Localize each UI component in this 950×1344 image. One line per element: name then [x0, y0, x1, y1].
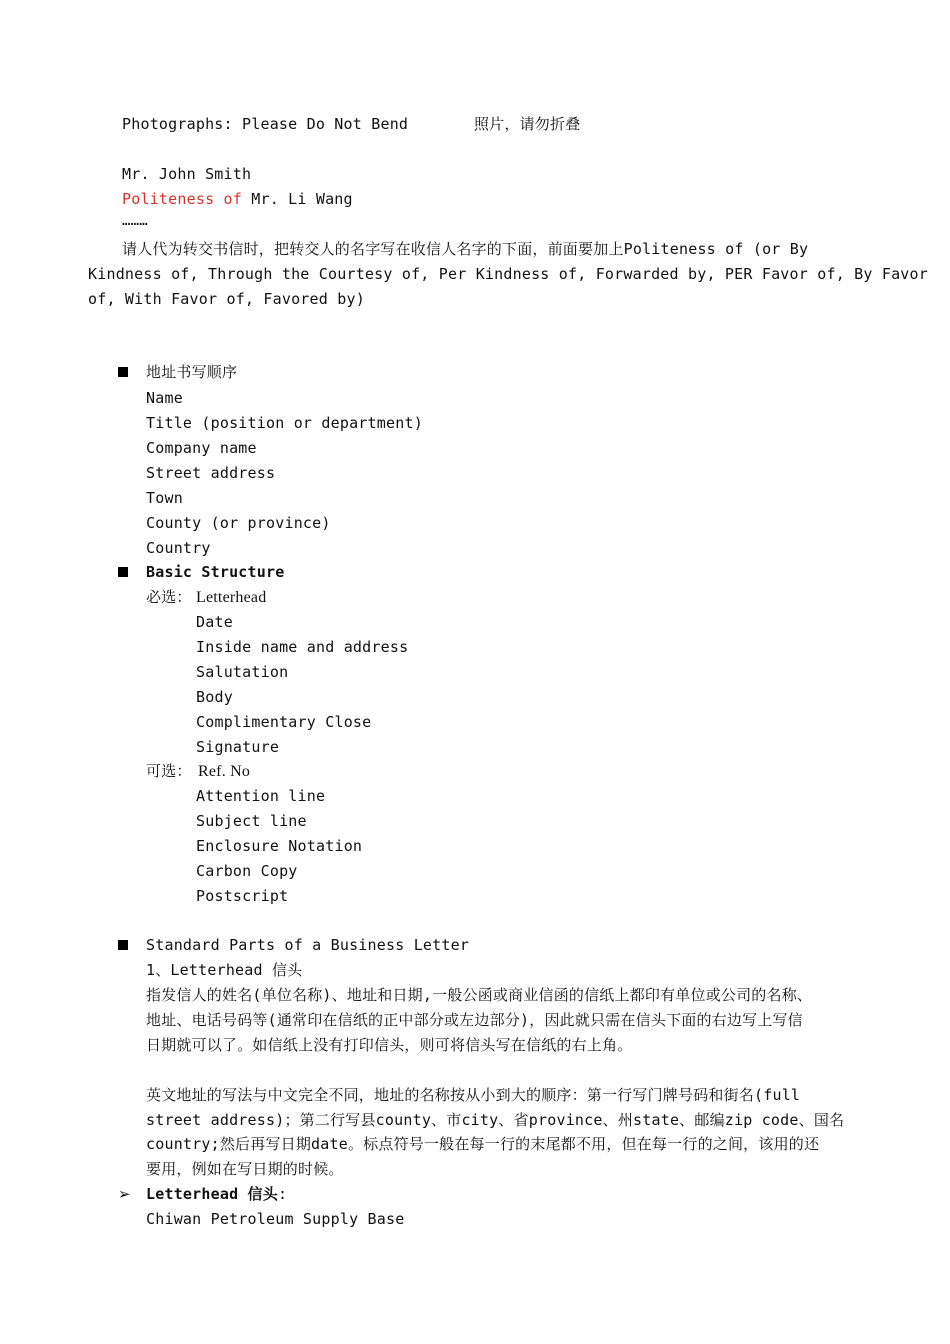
paragraph-2-line: 英文地址的写法与中文完全不同，地址的名称按从小到大的顺序：第一行写门牌号码和街名(full — [146, 1086, 801, 1104]
address-order-heading: 地址书写顺序 — [146, 363, 238, 381]
paragraph-1-line: 地址、电话号码等(通常印在信纸的正中部分或左边部分)，因此就只需在信头下面的右边写上写信 — [146, 1011, 803, 1029]
required-item: Inside name and address — [196, 638, 409, 656]
basic-structure-heading: Basic Structure — [146, 563, 285, 581]
explanation-line-3: of, With Favor of, Favored by) — [88, 290, 365, 308]
address-item: Country — [146, 539, 211, 557]
recipient-name: Mr. John Smith — [122, 165, 252, 183]
optional-label: 可选： — [146, 762, 192, 780]
explanation-line-2: Kindness of, Through the Courtesy of, Per Kindness of, Forwarded by, PER Favor of, By Favor — [88, 265, 928, 283]
letterhead-company: Chiwan Petroleum Supply Base — [146, 1210, 405, 1228]
optional-item: Subject line — [196, 812, 307, 830]
explanation-line-1: 请人代为转交书信时，把转交人的名字写在收信人名字的下面，前面要加上Politeness of (or By — [122, 240, 809, 258]
paragraph-1-line: 日期就可以了。如信纸上没有打印信头，则可将信头写在信纸的右上角。 — [146, 1036, 633, 1054]
letterhead-example-colon: : — [277, 1185, 288, 1203]
required-item: Date — [196, 613, 233, 631]
politeness-line — [122, 187, 353, 212]
paragraph-2-line: street address)；第二行写县county、市city、省province、州state、邮编zip code、国名 — [146, 1111, 845, 1129]
square-bullet-icon — [118, 940, 128, 950]
politeness-prefix: Politeness of — [122, 190, 242, 208]
optional-item: Enclosure Notation — [196, 837, 363, 855]
required-label: 必选： — [146, 588, 192, 606]
ellipsis: ……… — [122, 213, 148, 229]
paragraph-2-line: 要用，例如在写日期的时候。 — [146, 1160, 344, 1178]
letterhead-example-heading-line — [146, 1182, 287, 1207]
required-item: Signature — [196, 738, 280, 756]
optional-first-item: Ref. No — [198, 763, 251, 780]
address-item: Title (position or department) — [146, 414, 423, 432]
paragraph-1-line: 指发信人的姓名(单位名称)、地址和日期,一般公函或商业信函的信纸上都印有单位或公司的名称、 — [146, 986, 813, 1004]
required-item: Salutation — [196, 663, 289, 681]
paragraph-2-line: country;然后再写日期date。标点符号一般在每一行的末尾都不用，但在每一行的之间，该用的还 — [146, 1135, 820, 1153]
letterhead-item-title: 1、Letterhead 信头 — [146, 961, 303, 979]
politeness-name: Mr. Li Wang — [242, 190, 353, 208]
required-item: Body — [196, 688, 233, 706]
photo-note-en: Photographs: Please Do Not Bend — [122, 115, 409, 133]
address-item: Name — [146, 389, 183, 407]
standard-parts-heading: Standard Parts of a Business Letter — [146, 936, 470, 954]
address-item: County (or province) — [146, 514, 331, 532]
address-item: Street address — [146, 464, 276, 482]
arrow-bullet-icon: ➢ — [118, 1185, 131, 1203]
optional-item: Carbon Copy — [196, 862, 298, 880]
optional-item: Attention line — [196, 787, 326, 805]
optional-item: Postscript — [196, 887, 289, 905]
square-bullet-icon — [118, 367, 128, 377]
letterhead-example-heading: Letterhead 信头 — [146, 1185, 278, 1203]
photo-note-zh: 照片，请勿折叠 — [474, 115, 581, 133]
square-bullet-icon — [118, 567, 128, 577]
address-item: Town — [146, 489, 183, 507]
required-item: Complimentary Close — [196, 713, 372, 731]
address-item: Company name — [146, 439, 257, 457]
required-first-item: Letterhead — [196, 589, 267, 606]
